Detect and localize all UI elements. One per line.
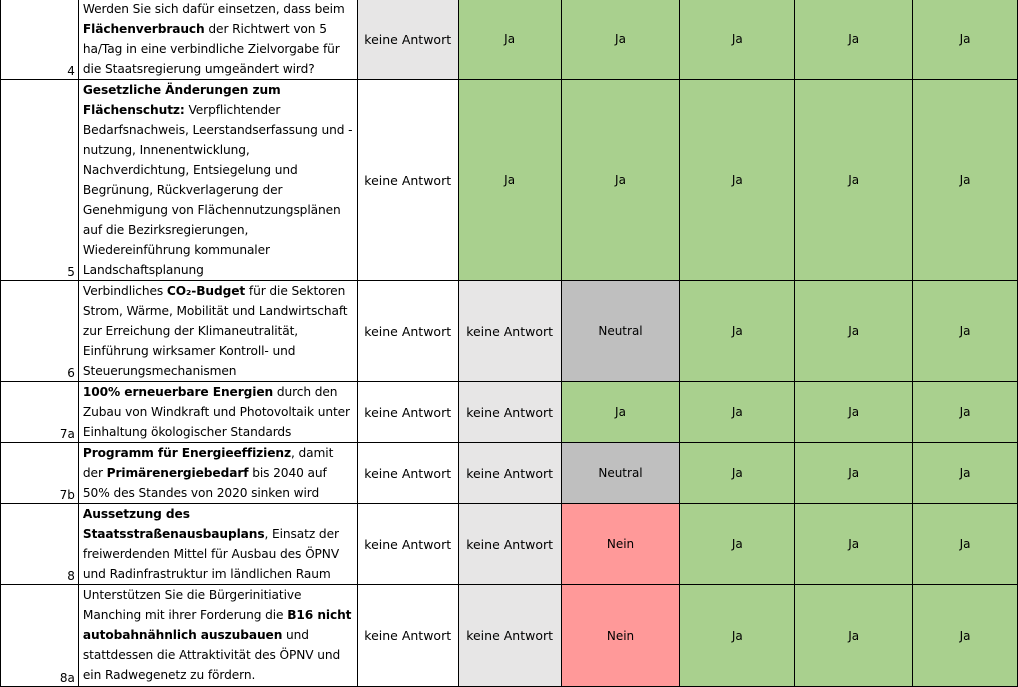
answer-cell-keine-antwort: keine Antwort xyxy=(357,585,458,687)
answer-cell-ja: Ja xyxy=(680,504,795,585)
question-text xyxy=(78,382,357,443)
answer-cell-keine-antwort: keine Antwort xyxy=(357,382,458,443)
question-text-bold: Programm für Energieeffizienz xyxy=(82,446,291,460)
question-text xyxy=(78,585,357,687)
answer-cell-ja: Ja xyxy=(561,80,680,281)
answer-cell-ja: Ja xyxy=(680,80,795,281)
question-number: 8a xyxy=(1,585,79,687)
answer-cell-ja: Ja xyxy=(680,382,795,443)
answer-cell-ja: Ja xyxy=(795,0,913,80)
answer-cell-ja: Ja xyxy=(795,281,913,382)
table-body xyxy=(1,0,1018,687)
question-text-bold: Aussetzung des Staatsstraßenausbauplans xyxy=(82,507,265,541)
question-number: 7b xyxy=(1,443,79,504)
answer-cell-keine-antwort: keine Antwort xyxy=(357,281,458,382)
question-text xyxy=(78,80,357,281)
answer-cell-ja: Ja xyxy=(913,80,1018,281)
answer-cell-ja: Ja xyxy=(913,281,1018,382)
answer-cell-keine-antwort: keine Antwort xyxy=(458,382,561,443)
answer-cell-ja: Ja xyxy=(913,504,1018,585)
answer-cell-neutral: Neutral xyxy=(561,281,680,382)
table-row xyxy=(1,382,1018,443)
answer-cell-ja: Ja xyxy=(795,504,913,585)
table-row xyxy=(1,281,1018,382)
table-row xyxy=(1,504,1018,585)
question-text xyxy=(78,281,357,382)
question-text-part: der Richtwert von 5 ha/Tag in eine verbindliche Zielvorgabe für die Staatsregierung umgeändert wird? xyxy=(82,22,340,76)
answer-cell-ja: Ja xyxy=(561,382,680,443)
table-row xyxy=(1,0,1018,80)
table-row xyxy=(1,80,1018,281)
question-text-part: , damit der xyxy=(82,446,334,480)
table-row xyxy=(1,585,1018,687)
answer-cell-keine-antwort: keine Antwort xyxy=(357,443,458,504)
answer-cell-ja: Ja xyxy=(680,443,795,504)
answer-cell-ja: Ja xyxy=(795,80,913,281)
question-text-bold: 100% erneuerbare Energien xyxy=(82,385,274,399)
question-text-part: bis 2040 auf 50% des Standes von 2020 sinken wird xyxy=(82,466,327,500)
question-text-bold: Primärenergiebedarf xyxy=(106,466,249,480)
question-text xyxy=(78,0,357,80)
question-number: 5 xyxy=(1,80,79,281)
question-text-part: und stattdessen die Attraktivität des ÖPNV und ein Radwegenetz zu fördern. xyxy=(82,628,341,682)
answer-cell-nein: Nein xyxy=(561,585,680,687)
answer-cell-keine-antwort: keine Antwort xyxy=(357,504,458,585)
question-number: 8 xyxy=(1,504,79,585)
answer-cell-ja: Ja xyxy=(795,585,913,687)
answer-cell-ja: Ja xyxy=(680,0,795,80)
question-text-bold: B16 nicht autobahnähnlich auszubauen xyxy=(82,608,352,642)
question-number: 4 xyxy=(1,0,79,80)
question-text-part: durch den Zubau von Windkraft und Photovoltaik unter Einhaltung ökologischer Standards xyxy=(82,385,350,439)
question-text-part: Verbindliches xyxy=(82,284,167,298)
answer-cell-ja: Ja xyxy=(913,382,1018,443)
answer-cell-ja: Ja xyxy=(795,443,913,504)
question-text-bold: Flächenverbrauch xyxy=(82,22,205,36)
question-text-part: Unterstützen Sie die Bürgerinitiative Manching mit ihrer Forderung die xyxy=(82,588,302,622)
question-text-part: , Einsatz der freiwerdenden Mittel für Ausbau des ÖPNV und Radinfrastruktur im ländlichen Raum xyxy=(82,527,340,581)
answer-cell-ja: Ja xyxy=(458,80,561,281)
answer-cell-keine-antwort: keine Antwort xyxy=(458,585,561,687)
question-text xyxy=(78,504,357,585)
question-text-part: Verpflichtender Bedarfsnachweis, Leerstandserfassung und -nutzung, Innenentwicklung, Nachverdichtung, Entsiegelung und Begrünung, Rückverlagerung der Genehmigung von Flächennutzungsplänen auf die Bezirksregierungen, Wiedereinführung kommunaler Landschaftsplanung xyxy=(82,103,353,277)
answer-cell-ja: Ja xyxy=(795,382,913,443)
answer-cell-keine-antwort: keine Antwort xyxy=(357,0,458,80)
answer-cell-neutral: Neutral xyxy=(561,443,680,504)
table-row xyxy=(1,443,1018,504)
answer-cell-ja: Ja xyxy=(458,0,561,80)
question-text-bold: CO₂-Budget xyxy=(166,284,246,298)
answer-cell-keine-antwort: keine Antwort xyxy=(458,443,561,504)
answer-cell-ja: Ja xyxy=(561,0,680,80)
question-text-part: für die Sektoren Strom, Wärme, Mobilität und Landwirtschaft zur Erreichung der Klimaneutralität, Einführung wirksamer Kontroll- und Steuerungsmechanismen xyxy=(82,284,348,378)
question-text xyxy=(78,443,357,504)
answer-cell-nein: Nein xyxy=(561,504,680,585)
answer-cell-ja: Ja xyxy=(680,585,795,687)
question-number: 6 xyxy=(1,281,79,382)
question-number: 7a xyxy=(1,382,79,443)
answer-cell-ja: Ja xyxy=(913,443,1018,504)
answer-cell-keine-antwort: keine Antwort xyxy=(458,281,561,382)
answer-cell-ja: Ja xyxy=(913,585,1018,687)
answer-cell-ja: Ja xyxy=(680,281,795,382)
answer-cell-keine-antwort: keine Antwort xyxy=(458,504,561,585)
question-text-bold: Gesetzliche Änderungen zum Flächenschutz: xyxy=(82,83,281,117)
question-text-part: Werden Sie sich dafür einsetzen, dass beim xyxy=(82,2,345,16)
answer-cell-keine-antwort: keine Antwort xyxy=(357,80,458,281)
answer-cell-ja: Ja xyxy=(913,0,1018,80)
